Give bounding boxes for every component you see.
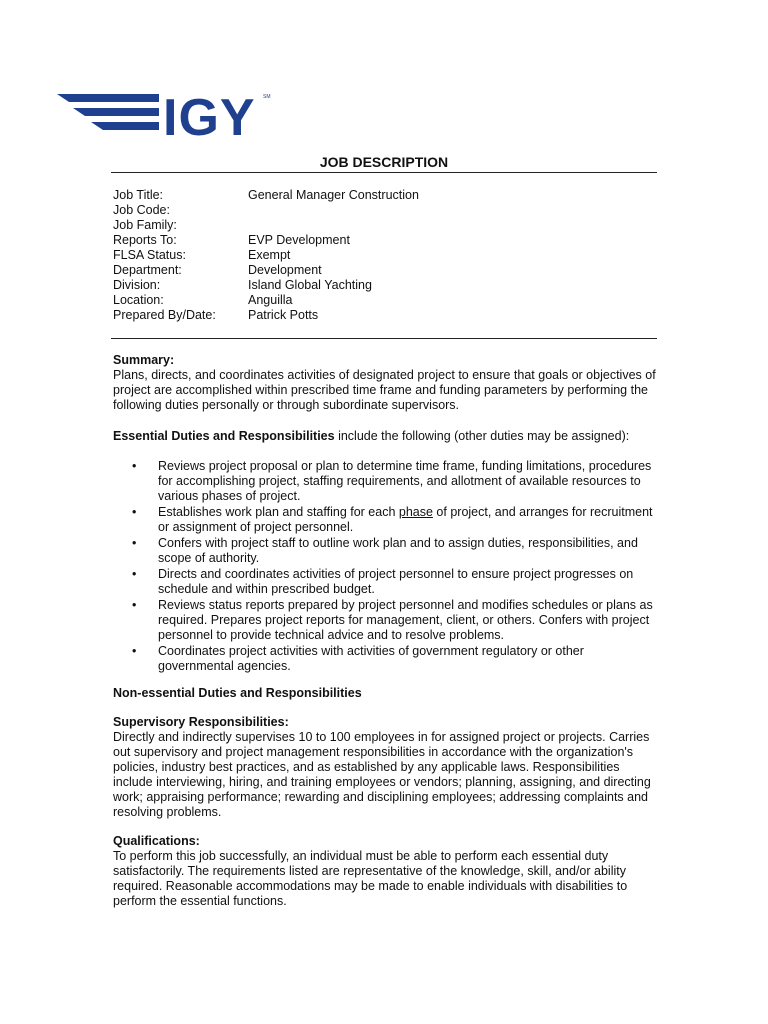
qualifications-text: To perform this job successfully, an individual must be able to perform each essential duty satisfactorily. The requirements listed are representative of the knowledge, skill, and/or ability required. Reasonable accommodations may be made to enable individuals with disabilities to perform the essential functions. xyxy=(113,849,628,908)
duty-text: Reviews status reports prepared by project personnel and modifies schedules or plans as required. Prepares project reports for management, client, or others. Confers with project personnel to provide technical advice and to resolve problems. xyxy=(158,598,653,642)
field-label: Prepared By/Date: xyxy=(113,308,216,322)
bullet-icon: • xyxy=(132,644,137,658)
field-label: FLSA Status: xyxy=(113,248,186,262)
field-value: Exempt xyxy=(248,248,291,262)
document-title: JOB DESCRIPTION xyxy=(319,154,449,170)
bullet-icon: • xyxy=(132,459,137,473)
bullet-icon: • xyxy=(132,567,137,581)
list-item xyxy=(113,536,659,566)
field-row xyxy=(113,248,653,263)
field-row xyxy=(113,203,653,218)
duty-text: Directs and coordinates activities of project personnel to ensure project progresses on schedule and within prescribed budget. xyxy=(158,567,634,596)
essential-intro-text: include the following (other duties may be assigned): xyxy=(334,429,630,443)
essential-heading: Essential Duties and Responsibilities xyxy=(113,429,335,443)
field-label: Division: xyxy=(113,278,161,292)
field-row xyxy=(113,293,653,308)
field-value: EVP Development xyxy=(248,233,350,247)
field-value: Anguilla xyxy=(248,293,293,307)
field-value: Patrick Potts xyxy=(248,308,319,322)
logo-trademark: SM xyxy=(263,94,271,100)
bullet-icon: • xyxy=(132,536,137,550)
field-value: Island Global Yachting xyxy=(248,278,372,292)
duty-text: Coordinates project activities with activities of government regulatory or other governmental agencies. xyxy=(158,644,584,673)
igy-logo xyxy=(57,92,277,138)
field-value: General Manager Construction xyxy=(248,188,419,202)
qualifications-heading: Qualifications: xyxy=(113,834,200,848)
bullet-icon: • xyxy=(132,598,137,612)
essential-intro xyxy=(113,429,659,444)
field-value xyxy=(248,218,653,233)
field-row xyxy=(113,263,653,278)
job-fields xyxy=(113,188,653,323)
field-row xyxy=(113,188,653,203)
summary-text: Plans, directs, and coordinates activities of designated project to ensure that goals or objectives of project are accomplished within prescribed time frame and funding parameters by performing the following duties personally or through subordinate supervisors. xyxy=(113,368,656,412)
field-value: Development xyxy=(248,263,322,277)
logo-wordmark: IGY xyxy=(163,92,256,138)
supervisory-heading: Supervisory Responsibilities: xyxy=(113,715,289,729)
field-label: Department: xyxy=(113,263,182,277)
list-item xyxy=(113,459,659,504)
field-label: Job Title: xyxy=(113,188,164,202)
supervisory-section xyxy=(113,715,659,820)
title-divider xyxy=(111,172,657,173)
field-row xyxy=(113,218,653,233)
non-essential-heading: Non-essential Duties and Responsibilities xyxy=(113,686,362,700)
list-item xyxy=(113,598,659,643)
logo-stripes-icon xyxy=(57,92,277,138)
essential-duties-list xyxy=(113,459,659,674)
list-item xyxy=(113,505,659,535)
field-label: Location: xyxy=(113,293,164,307)
field-value xyxy=(248,203,653,218)
field-row xyxy=(113,278,653,293)
field-row xyxy=(113,308,653,323)
summary-heading: Summary: xyxy=(113,353,175,367)
field-label: Reports To: xyxy=(113,233,177,247)
bullet-icon: • xyxy=(132,505,137,519)
field-label: Job Code: xyxy=(113,203,170,217)
duty-text-after: of project, and arranges for recruitment or assignment of project personnel. xyxy=(158,505,653,534)
field-label: Job Family: xyxy=(113,218,177,232)
duty-text: Reviews project proposal or plan to determine time frame, funding limitations, procedures for accomplishing project, staffing requirements, and allotment of available resources to various phases of project. xyxy=(158,459,652,503)
fields-divider xyxy=(111,338,657,339)
list-item xyxy=(113,644,659,674)
field-row xyxy=(113,233,653,248)
duty-underlined-word: phase xyxy=(398,505,433,519)
list-item xyxy=(113,567,659,597)
qualifications-section xyxy=(113,834,659,909)
duty-text-before: Establishes work plan and staffing for each xyxy=(158,505,399,519)
supervisory-text: Directly and indirectly supervises 10 to 100 employees in for assigned project or projects. Carries out supervisory and project management responsibilities in accordance with the organization's policies, industry best practices, and as established by any applicable laws. Responsibilities include interviewing, hiring, and training employees or vendors; planning, assigning, and directing work; appraising performance; rewarding and disciplining employees; addressing complaints and resolving problems. xyxy=(113,730,651,819)
duty-text: Confers with project staff to outline work plan and to assign duties, responsibilities, and scope of authority. xyxy=(158,536,638,565)
summary-section xyxy=(113,353,659,413)
non-essential-section xyxy=(113,686,659,701)
